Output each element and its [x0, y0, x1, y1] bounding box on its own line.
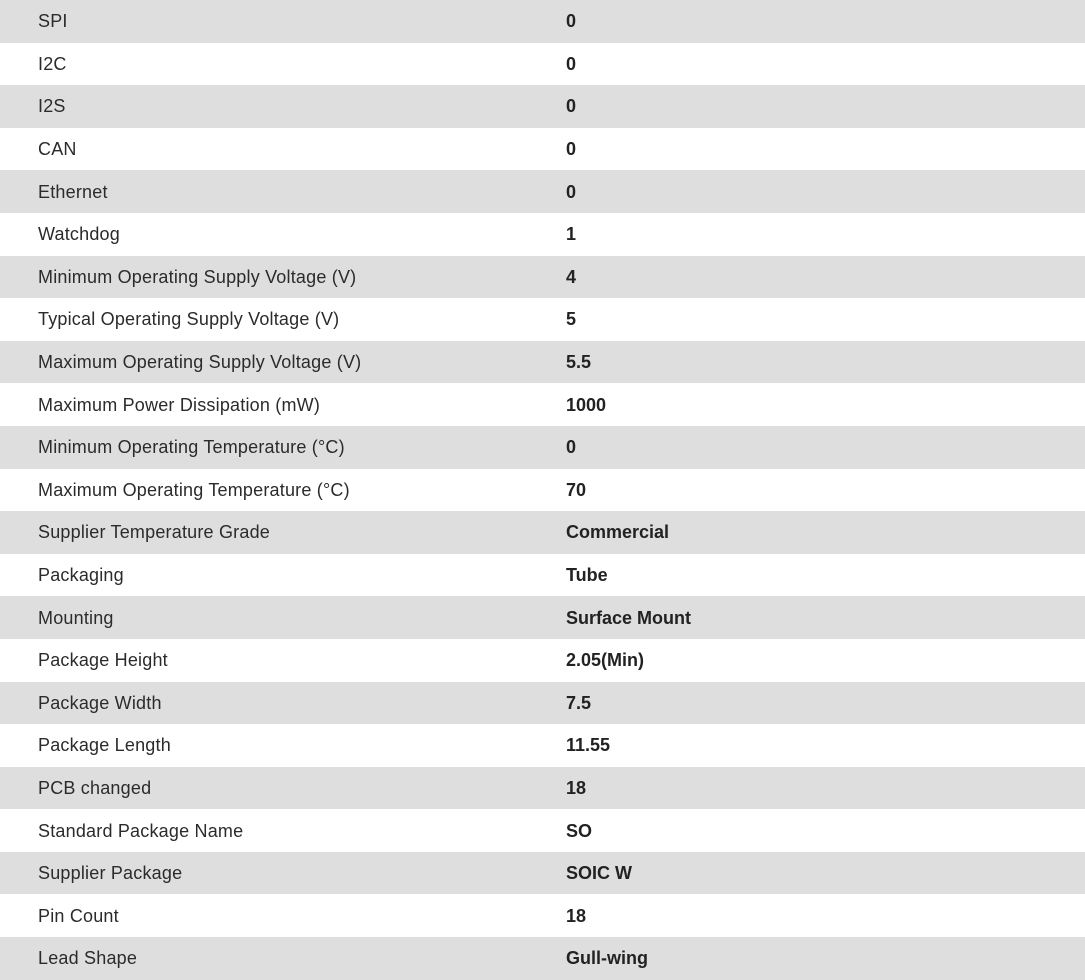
table-row — [0, 852, 1085, 895]
table-row — [0, 85, 1085, 128]
spec-label: Mounting — [0, 596, 566, 639]
spec-value: SO — [566, 809, 1085, 852]
spec-value: Tube — [566, 554, 1085, 597]
table-row — [0, 43, 1085, 86]
table-row — [0, 0, 1085, 43]
spec-label: Maximum Operating Temperature (°C) — [0, 469, 566, 512]
spec-value: 4 — [566, 256, 1085, 299]
table-row — [0, 128, 1085, 171]
table-row — [0, 383, 1085, 426]
spec-label: SPI — [0, 0, 566, 43]
spec-value: Commercial — [566, 511, 1085, 554]
spec-label: I2C — [0, 43, 566, 86]
spec-value: 1000 — [566, 383, 1085, 426]
table-row — [0, 511, 1085, 554]
table-row — [0, 937, 1085, 980]
table-row — [0, 809, 1085, 852]
table-row — [0, 682, 1085, 725]
table-row — [0, 894, 1085, 937]
table-row — [0, 170, 1085, 213]
spec-value: 70 — [566, 469, 1085, 512]
spec-label: Supplier Temperature Grade — [0, 511, 566, 554]
spec-label: Standard Package Name — [0, 809, 566, 852]
spec-value: 0 — [566, 0, 1085, 43]
table-row — [0, 426, 1085, 469]
spec-label: Watchdog — [0, 213, 566, 256]
spec-label: Typical Operating Supply Voltage (V) — [0, 298, 566, 341]
spec-label: I2S — [0, 85, 566, 128]
spec-value: SOIC W — [566, 852, 1085, 895]
table-row — [0, 554, 1085, 597]
spec-label: Maximum Power Dissipation (mW) — [0, 383, 566, 426]
spec-value: 7.5 — [566, 682, 1085, 725]
spec-label: Ethernet — [0, 170, 566, 213]
spec-value: 0 — [566, 426, 1085, 469]
spec-label: CAN — [0, 128, 566, 171]
spec-label: Package Height — [0, 639, 566, 682]
spec-value: Gull-wing — [566, 937, 1085, 980]
spec-label: Pin Count — [0, 894, 566, 937]
spec-value: 5.5 — [566, 341, 1085, 384]
spec-value: Surface Mount — [566, 596, 1085, 639]
spec-value: 11.55 — [566, 724, 1085, 767]
table-row — [0, 256, 1085, 299]
spec-label: Package Width — [0, 682, 566, 725]
spec-label: Maximum Operating Supply Voltage (V) — [0, 341, 566, 384]
spec-value: 18 — [566, 894, 1085, 937]
spec-label: Packaging — [0, 554, 566, 597]
spec-value: 0 — [566, 128, 1085, 171]
spec-value: 0 — [566, 170, 1085, 213]
spec-label: Minimum Operating Supply Voltage (V) — [0, 256, 566, 299]
table-row — [0, 469, 1085, 512]
table-row — [0, 724, 1085, 767]
spec-value: 0 — [566, 85, 1085, 128]
spec-label: Package Length — [0, 724, 566, 767]
table-row — [0, 213, 1085, 256]
table-row — [0, 298, 1085, 341]
spec-value: 2.05(Min) — [566, 639, 1085, 682]
spec-label: Minimum Operating Temperature (°C) — [0, 426, 566, 469]
spec-label: Supplier Package — [0, 852, 566, 895]
spec-value: 5 — [566, 298, 1085, 341]
spec-value: 1 — [566, 213, 1085, 256]
table-row — [0, 596, 1085, 639]
spec-label: Lead Shape — [0, 937, 566, 980]
table-row — [0, 341, 1085, 384]
table-row — [0, 639, 1085, 682]
spec-value: 18 — [566, 767, 1085, 810]
spec-label: PCB changed — [0, 767, 566, 810]
spec-value: 0 — [566, 43, 1085, 86]
table-row — [0, 767, 1085, 810]
